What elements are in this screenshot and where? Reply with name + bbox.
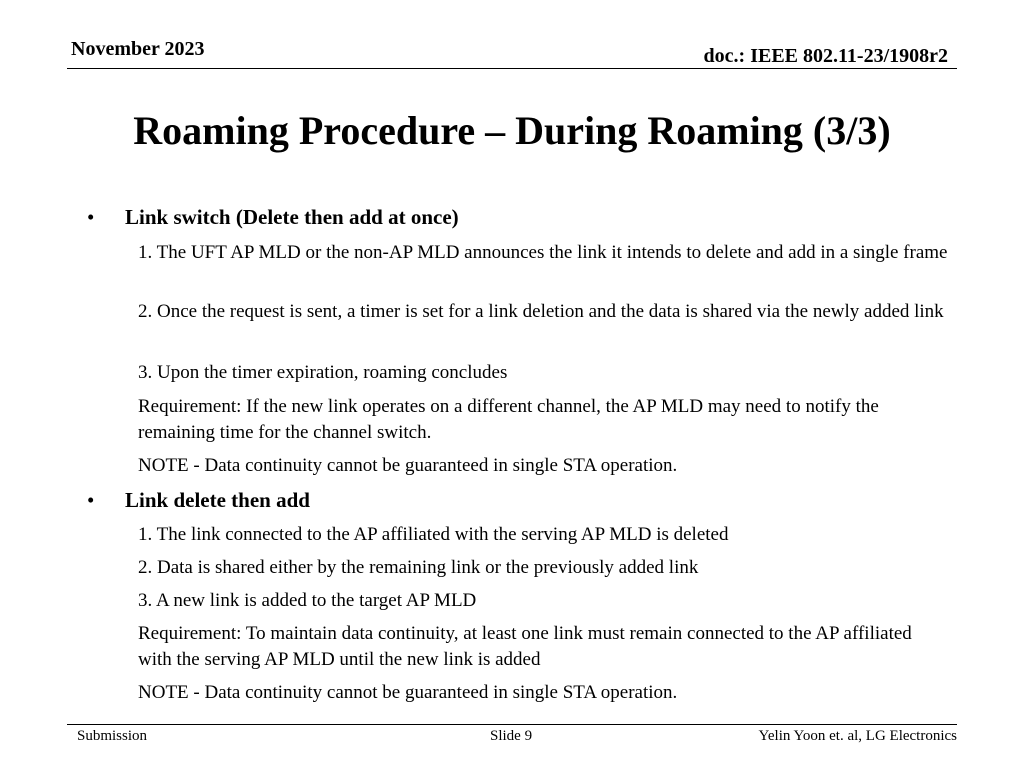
list-item: 1. The link connected to the AP affiliated with the serving AP MLD is deleted (138, 524, 729, 545)
list-item: 3. Upon the timer expiration, roaming concludes (138, 362, 508, 383)
list-item: 3. A new link is added to the target AP MLD (138, 590, 477, 611)
footer-slide-number: Slide 9 (490, 728, 533, 744)
note-text: NOTE - Data continuity cannot be guaranteed in single STA operation. (138, 455, 678, 476)
section-title-link-delete-then-add: Link delete then add (125, 488, 310, 512)
header-doc-id: doc.: IEEE 802.11-23/1908r2 (703, 45, 948, 67)
slide-title: Roaming Procedure – During Roaming (3/3) (133, 108, 891, 153)
footer-authors: Yelin Yoon et. al, LG Electronics (758, 728, 957, 744)
section-title-link-switch: Link switch (Delete then add at once) (125, 205, 459, 229)
bullet-icon: • (87, 205, 95, 229)
footer-submission: Submission (77, 728, 148, 744)
footer-divider (67, 724, 957, 725)
list-item: 1. The UFT AP MLD or the non-AP MLD announces the link it intends to delete and add in a single frame (138, 242, 948, 263)
list-item: 2. Data is shared either by the remaining link or the previously added link (138, 557, 699, 578)
requirement-text: Requirement: To maintain data continuity, at least one link must remain connected to the AP affiliated with the serving AP MLD until the new link is added (138, 623, 912, 670)
header-date: November 2023 (71, 38, 205, 60)
note-text: NOTE - Data continuity cannot be guaranteed in single STA operation. (138, 682, 678, 703)
bullet-icon: • (87, 488, 95, 512)
requirement-text: Requirement: If the new link operates on a different channel, the AP MLD may need to notify the remaining time for the channel switch. (138, 396, 879, 443)
list-item: 2. Once the request is sent, a timer is set for a link deletion and the data is shared via the newly added link (138, 301, 944, 322)
